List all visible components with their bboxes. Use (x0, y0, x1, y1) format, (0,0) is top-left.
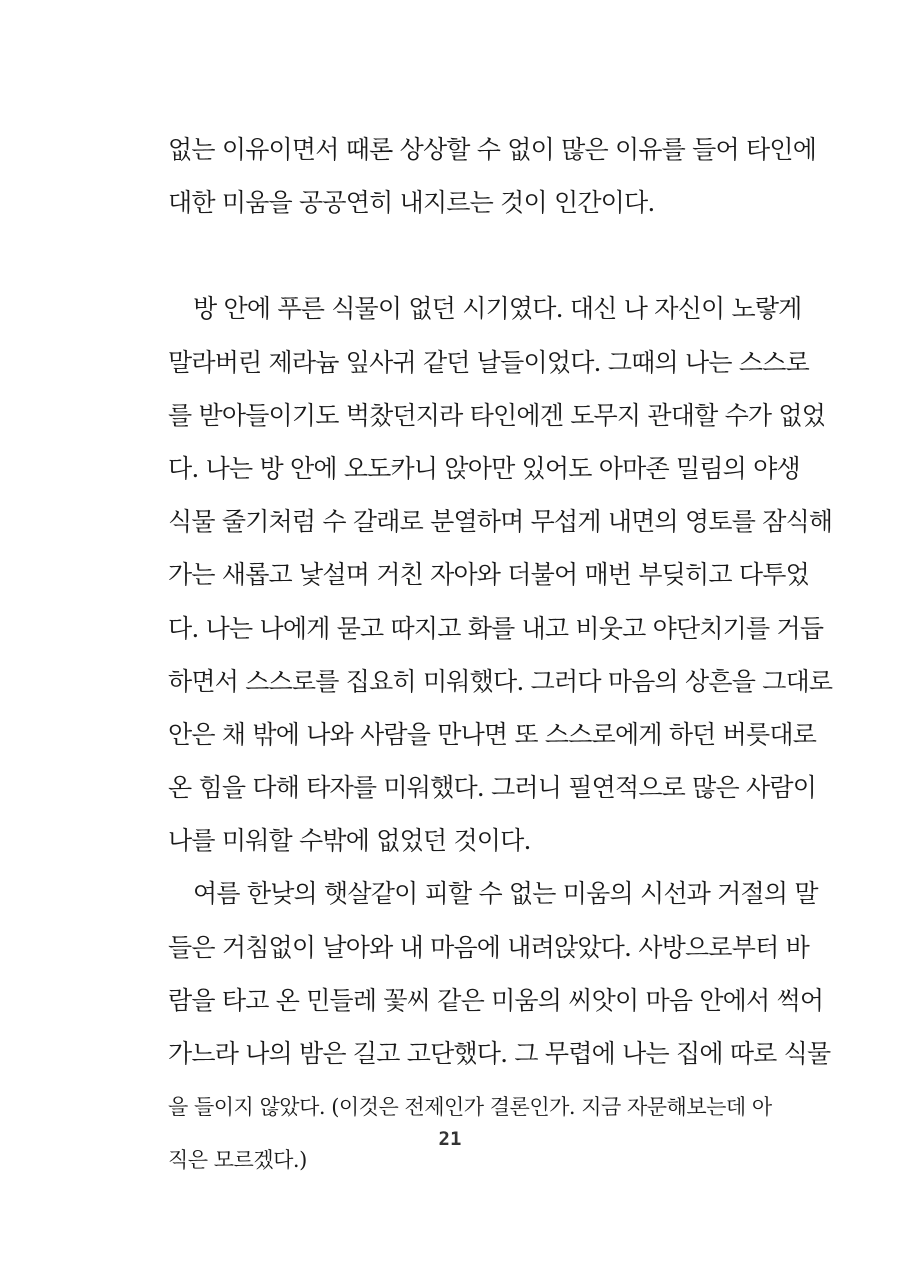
text-line: 말라버린 제라늄 잎사귀 같던 날들이었다. 그때의 나는 스스로 (168, 347, 809, 377)
page-number: 21 (438, 1128, 462, 1150)
body-text (168, 128, 833, 1192)
text-line: 대한 미움을 공공연히 내지르는 것이 인간이다. (168, 188, 655, 218)
text-line: 을 들이지 않았다. (이것은 전제인가 결론인가. 지금 자문해보는데 아 (168, 1095, 772, 1120)
text-line: 다. 나는 방 안에 오도카니 앉아만 있어도 아마존 밀림의 야생 (168, 453, 800, 483)
text-line: 방 안에 푸른 식물이 없던 시기였다. 대신 나 자신이 노랗게 (193, 294, 802, 324)
text-line: 여름 한낮의 햇살같이 피할 수 없는 미움의 시선과 거절의 말 (193, 879, 818, 909)
text-line: 람을 타고 온 민들레 꽃씨 같은 미움의 씨앗이 마음 안에서 썩어 (168, 985, 824, 1015)
text-line: 나를 미워할 수밖에 없었던 것이다. (168, 826, 531, 856)
text-line: 를 받아들이기도 벅찼던지라 타인에겐 도무지 관대할 수가 없었 (168, 400, 826, 430)
text-line: 가느라 나의 밤은 길고 고단했다. 그 무렵에 나는 집에 따로 식물 (168, 1039, 831, 1068)
text-line: 없는 이유이면서 때론 상상할 수 없이 많은 이유를 들어 타인에 (168, 135, 817, 164)
text-line: 가는 새롭고 낯설며 거친 자아와 더불어 매번 부딪히고 다투었 (168, 560, 809, 590)
paragraph-gap (168, 234, 768, 287)
text-line: 다. 나는 나에게 묻고 따지고 화를 내고 비웃고 야단치기를 거듭 (168, 613, 824, 643)
text-line: 식물 줄기처럼 수 갈래로 분열하며 무섭게 내면의 영토를 잠식해 (168, 507, 833, 537)
text-line: 온 힘을 다해 타자를 미워했다. 그러니 필연적으로 많은 사람이 (168, 773, 817, 803)
text-line: 하면서 스스로를 집요히 미워했다. 그러다 마음의 상흔을 그대로 (168, 666, 833, 696)
text-line: 안은 채 밖에 나와 사람을 만나면 또 스스로에게 하던 버릇대로 (168, 719, 817, 749)
text-line: 직은 모르겠다.) (168, 1148, 307, 1173)
text-line: 들은 거침없이 날아와 내 마음에 내려앉았다. 사방으로부터 바 (168, 932, 809, 962)
